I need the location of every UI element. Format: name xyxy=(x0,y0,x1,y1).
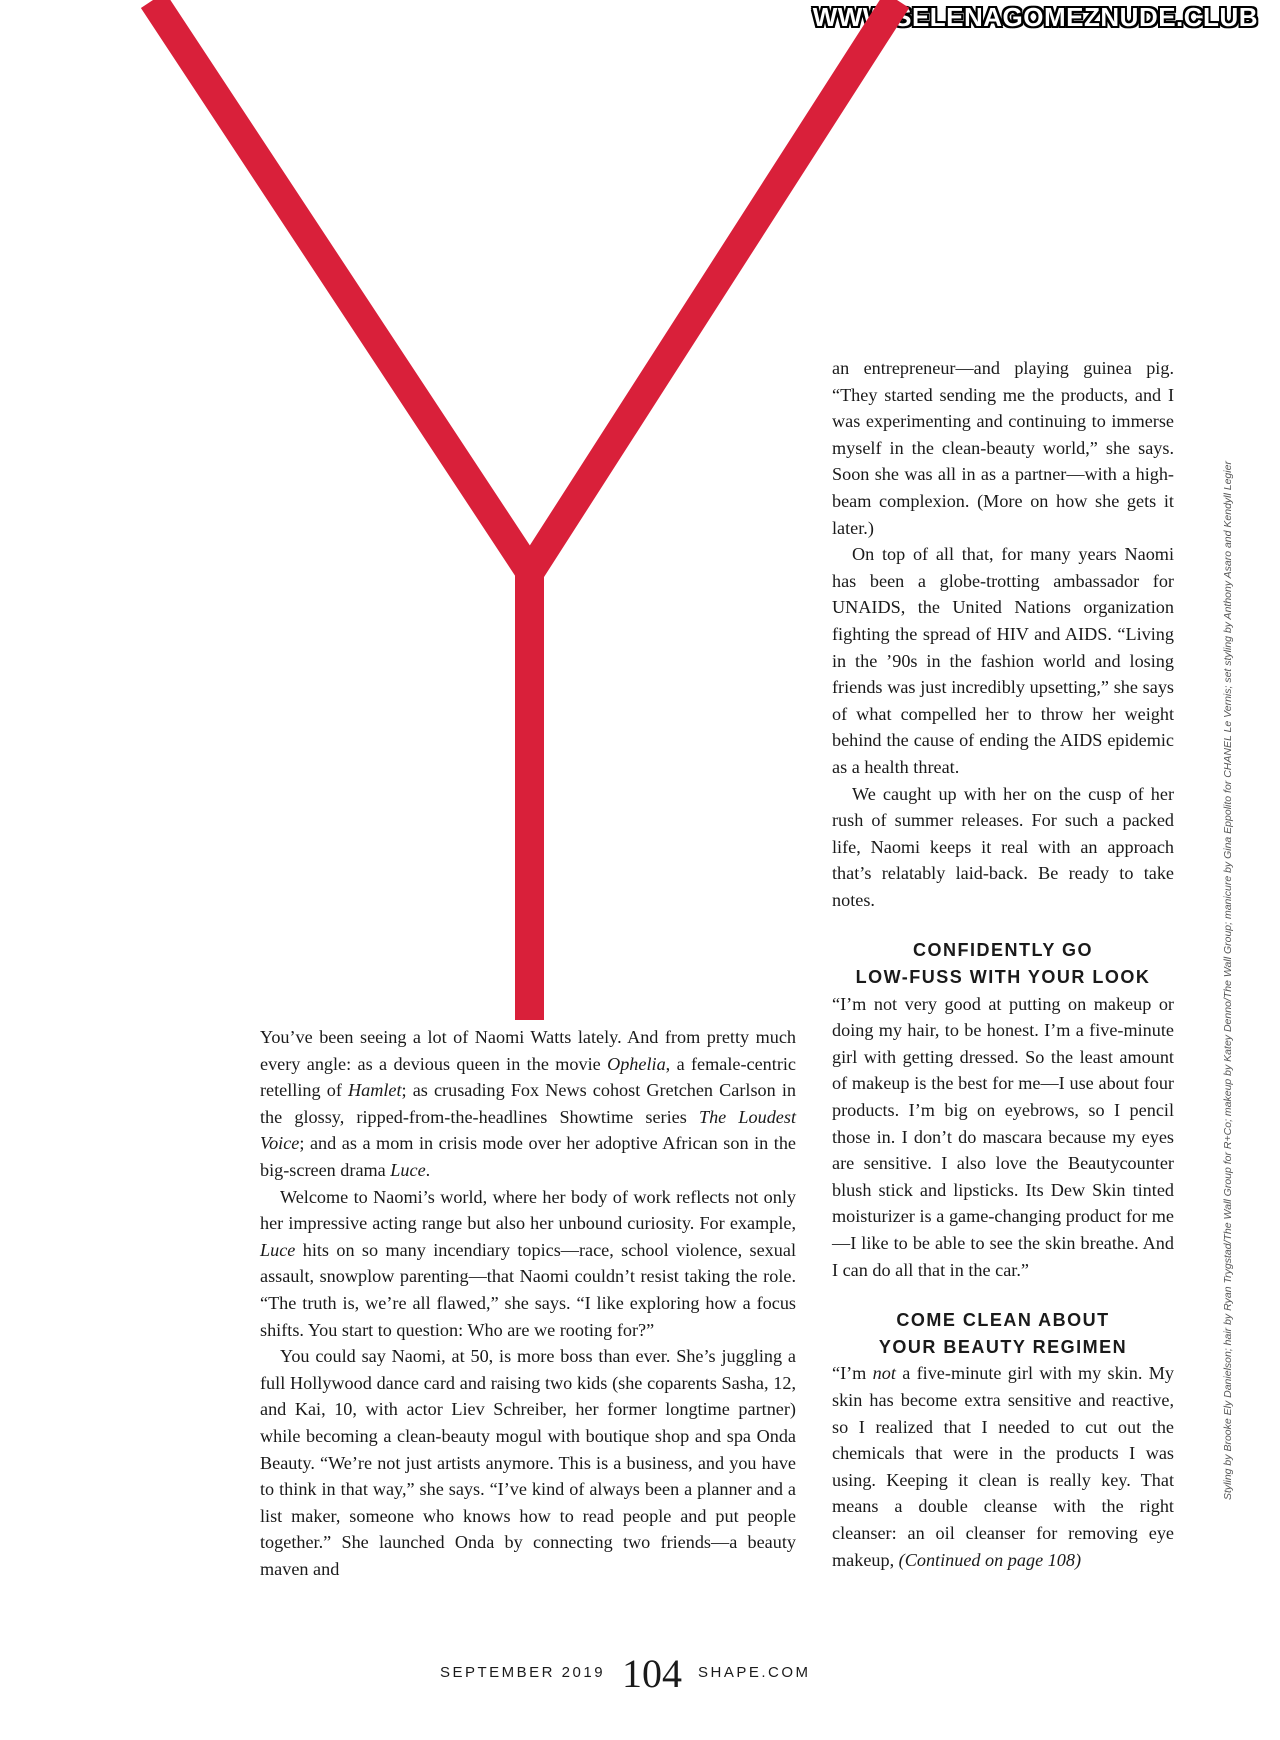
body-paragraph: On top of all that, for many years Naomi has been a globe-trotting ambassador for UNAIDS, the United Nations organization fighting the spread of HIV and AIDS. “Living in the ’90s in the fashion world and losing friends was just incredibly upsetting,” she says of what compelled her to throw her weight behind the cause of ending the AIDS epidemic as a health threat. xyxy=(832,544,1174,777)
intro-paragraph: You’ve been seeing a lot of Naomi Watts lately. And from pretty much every angle: as a devious queen in the movie Ophelia, a female-centric retelling of Hamlet; as crusading Fox News cohost Gretchen Carlson in the glossy, ripped-from-the-headlines Showtime series The Loudest Voice; and as a mom in crisis mode over her adoptive African son in the big-screen drama Luce. xyxy=(260,1027,797,1180)
body-paragraph: Welcome to Naomi’s world, where her body of work reflects not only her impressive acting range but also her unbound curiosity. For example, Luce hits on so many incendiary topics—race, school violence, sexual assault, snowplow parenting—that Naomi couldn’t resist taking the role. “The truth is, we’re all flawed,” she says. “I like exploring how a focus shifts. You start to question: Who are we rooting for?” xyxy=(260,1186,796,1340)
body-paragraph: “I’m not very good at putting on makeup or doing my hair, to be honest. I’m a five-minute girl with getting dressed. So the least amount of makeup is the best for me—I use about four products. I’m big on eyebrows, so I pencil those in. I don’t do mascara because my eyes are sensitive. I also love the Beautycounter blush stick and lipsticks. Its Dew Skin tinted moisturizer is a game-changing product for me—I like to be able to see the skin breathe. And I can do all that in the car.” xyxy=(832,993,1174,1280)
issue-date: SEPTEMBER 2019 xyxy=(440,1664,606,1681)
site-url: SHAPE.COM xyxy=(698,1664,811,1681)
photo-credit: Styling by Brooke Ely Danielson; hair by Ryan Trygstad/The Wall Group for R+Co; makeup by Katey Denno/The Wall Group; manicure by Gina Eppolito for CHANEL Le Vernis; set styling by Anthony Asaro and Kendyll Legier xyxy=(1222,461,1234,1500)
body-paragraph: “I’m not a five-minute girl with my skin. My skin has become extra sensitive and reactive, so I realized that I needed to cut out the chemicals that were in the products I was using. Keeping it clean is really key. That means a double cleanse with the right cleanser: an oil cleanser for removing eye makeup, (Continued on page 108) xyxy=(832,1363,1174,1570)
section-heading: CONFIDENTLY GO LOW-FUSS WITH YOUR LOOK xyxy=(855,940,1151,988)
section-heading: COME CLEAN ABOUT YOUR BEAUTY REGIMEN xyxy=(878,1310,1128,1357)
body-paragraph: You could say Naomi, at 50, is more boss than ever. She’s juggling a full Hollywood dance card and raising two kids (she coparents Sasha, 12, and Kai, 10, with actor Liev Schreiber, her former longtime partner) while becoming a clean-beauty mogul with boutique shop and spa Onda Beauty. “We’re not just artists anymore. This is a business, and you have to think in that way,” she says. “I’ve kind of always been a planner and a list maker, someone who knows how to read people and put people together.” She launched Onda by connecting two friends—a beauty maven and xyxy=(260,1346,796,1579)
page-footer xyxy=(0,1652,1280,1702)
right-column xyxy=(832,355,1174,1573)
watermark-text: WWW.SELENAGOMEZNUDE.CLUB xyxy=(812,2,1258,32)
left-column xyxy=(260,1024,796,1582)
body-paragraph: an entrepreneur—and playing guinea pig. “They started sending me the products, and I was experimenting and continuing to immerse myself in the clean-beauty world,” she says. Soon she was all in as a partner—with a high-beam complexion. (More on how she gets it later.) xyxy=(832,358,1174,538)
page-number: 104 xyxy=(622,1651,682,1696)
body-paragraph: We caught up with her on the cusp of her rush of summer releases. For such a packed life, Naomi keeps it real with an approach that’s relatably laid-back. Be ready to take notes. xyxy=(832,783,1174,910)
